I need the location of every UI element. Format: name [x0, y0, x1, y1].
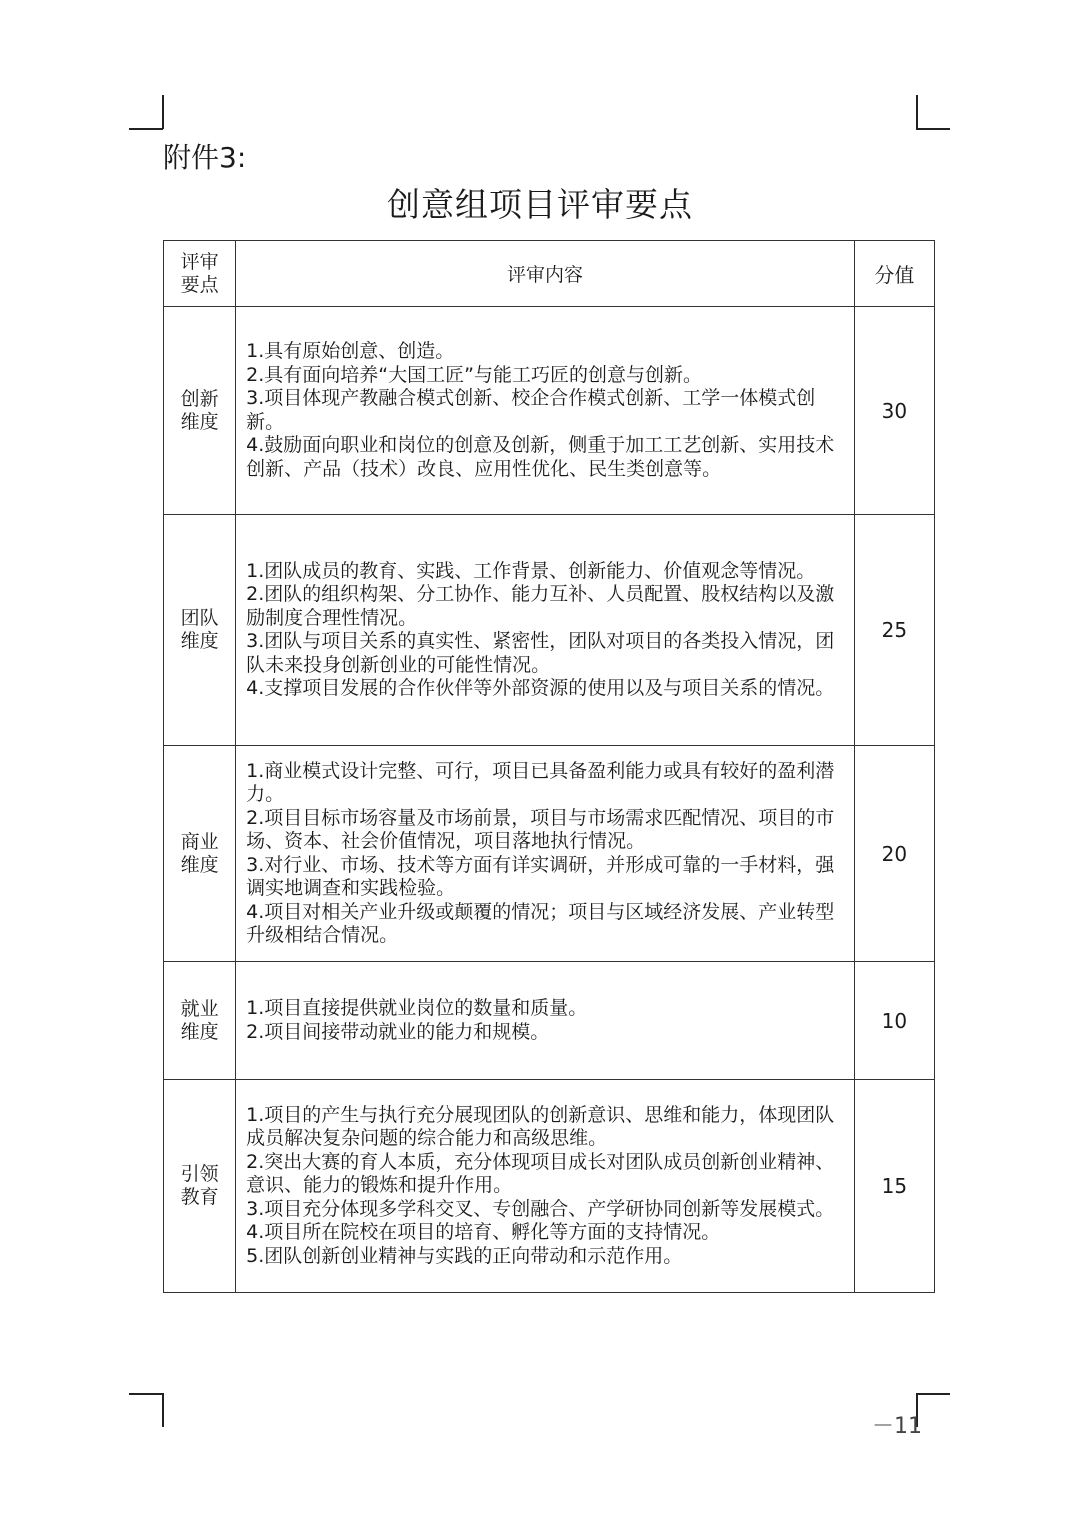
content-item: 2.项目间接带动就业的能力和规模。	[246, 1020, 550, 1043]
content-item: 4.鼓励面向职业和岗位的创意及创新，侧重于加工工艺创新、实用技术创新、产品（技术）改良、应用性优化、民生类创意等。	[246, 434, 835, 480]
content-item: 3.项目充分体现多学科交叉、专创融合、产学研协同创新等发展模式。	[246, 1197, 835, 1220]
content-cell	[236, 746, 855, 962]
content-item: 3.团队与项目关系的真实性、紧密性，团队对项目的各类投入情况，团队未来投身创新创业的可能性情况。	[246, 630, 835, 676]
page-number: －11	[872, 1414, 922, 1439]
table-header-row	[164, 241, 935, 307]
content-item: 5.团队创新创业精神与实践的正向带动和示范作用。	[246, 1244, 683, 1267]
header-score: 分值	[854, 241, 934, 307]
dimension-line: 教育	[180, 1186, 219, 1208]
crop-mark-top-left-h	[129, 128, 163, 130]
crop-mark-top-right-v	[916, 95, 918, 129]
content-item: 3.对行业、市场、技术等方面有详实调研，并形成可靠的一手材料，强调实地调查和实践检验。	[246, 853, 835, 899]
content-item: 1.团队成员的教育、实践、工作背景、创新能力、价值观念等情况。	[246, 559, 816, 582]
dimension-line: 引领	[180, 1163, 219, 1185]
dimension-line: 就业	[180, 997, 219, 1020]
content-item: 4.项目对相关产业升级或颠覆的情况；项目与区域经济发展、产业转型升级相结合情况。	[246, 900, 835, 946]
dimension-line: 团队	[180, 607, 219, 629]
dimension-cell	[164, 1080, 236, 1293]
dimension-line: 维度	[180, 410, 219, 433]
score-cell: 30	[854, 307, 934, 515]
content-item: 3.项目体现产教融合模式创新、校企合作模式创新、工学一体模式创新。	[246, 387, 816, 433]
content-item: 1.项目直接提供就业岗位的数量和质量。	[246, 997, 588, 1019]
content-item: 1.具有原始创意、创造。	[246, 340, 455, 362]
dimension-line: 创新	[180, 387, 219, 410]
content-item: 2.突出大赛的育人本质，充分体现项目成长对团队成员创新创业精神、意识、能力的锻炼和提升作用。	[246, 1150, 835, 1197]
dimension-line: 维度	[180, 853, 219, 876]
header-dimension-line: 评审	[180, 250, 219, 273]
table-row	[164, 515, 935, 746]
dimension-line: 商业	[180, 830, 219, 853]
score-cell: 20	[854, 746, 934, 962]
content-item: 2.团队的组织构架、分工协作、能力互补、人员配置、股权结构以及激励制度合理性情况。	[246, 583, 835, 629]
table-row	[164, 307, 935, 515]
score-cell: 10	[854, 962, 934, 1080]
crop-mark-top-right-h	[916, 128, 950, 130]
crop-mark-bottom-left-v	[162, 1393, 164, 1427]
content-cell	[236, 1080, 855, 1293]
header-dimension-line: 要点	[180, 273, 219, 296]
table-row	[164, 746, 935, 962]
content-item: 2.具有面向培养“大国工匠”与能工巧匠的创意与创新。	[246, 363, 702, 386]
crop-mark-top-left-v	[162, 95, 164, 129]
review-criteria-table	[163, 240, 935, 1293]
header-content: 评审内容	[236, 241, 855, 307]
content-cell	[236, 962, 855, 1080]
attachment-label: 附件3:	[163, 141, 247, 174]
content-item: 4.支撑项目发展的合作伙伴等外部资源的使用以及与项目关系的情况。	[246, 677, 835, 699]
content-item: 1.项目的产生与执行充分展现团队的创新意识、思维和能力，体现团队成员解决复杂问题的综合能力和高级思维。	[246, 1103, 835, 1150]
table-row	[164, 962, 935, 1080]
content-item: 4.项目所在院校在项目的培育、孵化等方面的支持情况。	[246, 1221, 721, 1244]
document-title: 创意组项目评审要点	[387, 185, 693, 224]
dimension-cell	[164, 962, 236, 1080]
score-cell: 15	[854, 1080, 934, 1293]
dimension-cell	[164, 746, 236, 962]
table-row	[164, 1080, 935, 1293]
content-item: 2.项目目标市场容量及市场前景，项目与市场需求匹配情况、项目的市场、资本、社会价值情况，项目落地执行情况。	[246, 806, 835, 852]
score-cell: 25	[854, 515, 934, 746]
dimension-cell	[164, 307, 236, 515]
dimension-line: 维度	[180, 630, 219, 652]
dimension-cell	[164, 515, 236, 746]
content-cell	[236, 515, 855, 746]
header-dimension	[164, 241, 236, 307]
crop-mark-bottom-right-h	[916, 1393, 950, 1395]
dimension-line: 维度	[180, 1020, 219, 1043]
crop-mark-bottom-left-h	[129, 1393, 163, 1395]
content-item: 1.商业模式设计完整、可行，项目已具备盈利能力或具有较好的盈利潜力。	[246, 759, 835, 805]
content-cell	[236, 307, 855, 515]
